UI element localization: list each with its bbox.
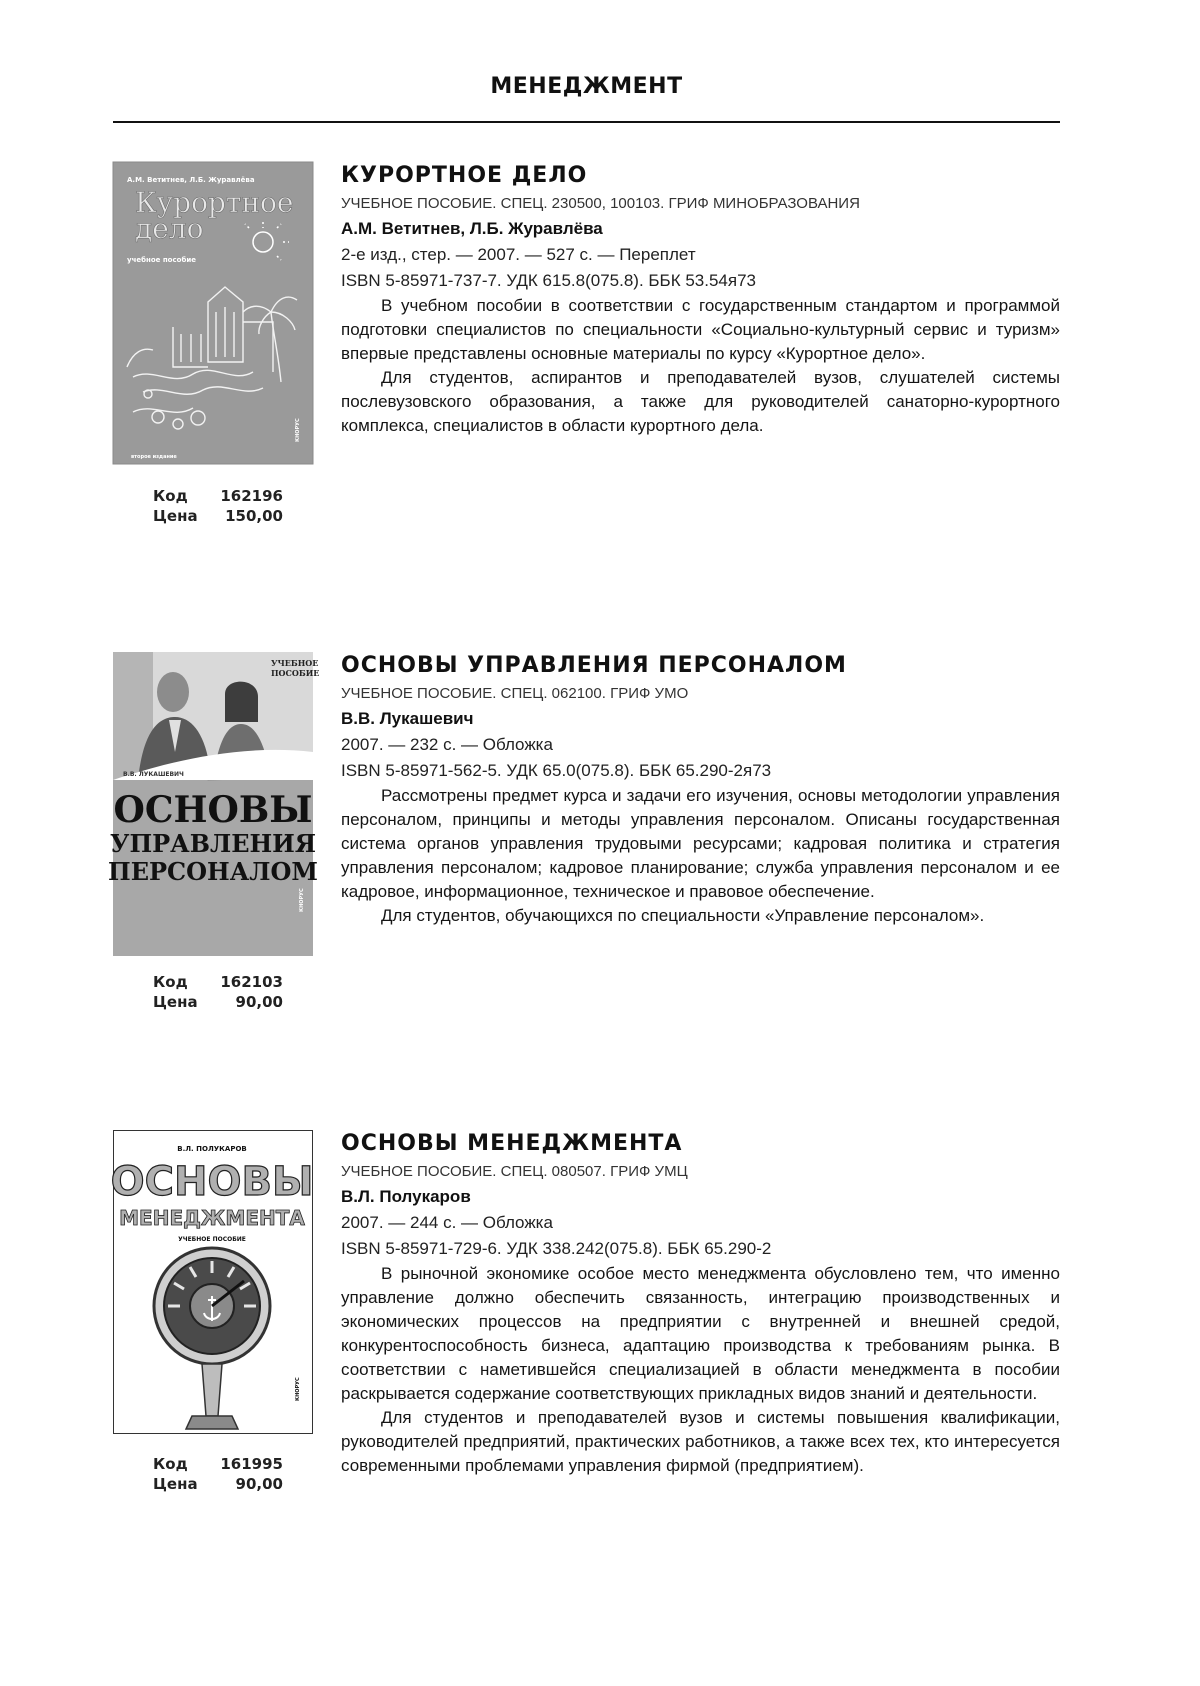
book-authors: В.В. Лукашевич	[341, 709, 474, 728]
price-value: 150,00	[225, 507, 283, 525]
price-value: 90,00	[235, 1475, 283, 1493]
cover-author: В.Л. ПОЛУКАРОВ	[177, 1145, 247, 1153]
book-title: КУРОРТНОЕ ДЕЛО	[341, 163, 588, 188]
book-subtitle: УЧЕБНОЕ ПОСОБИЕ. СПЕЦ. 230500, 100103. ГРИФ МИНОБРАЗОВАНИЯ	[341, 195, 860, 212]
code-value: 161995	[220, 1455, 283, 1473]
page-section-title: МЕНЕДЖМЕНТ	[490, 74, 683, 99]
book-authors: А.М. Ветитнев, Л.Б. Журавлёва	[341, 219, 603, 238]
book-edition: 2007. — 244 с. — Обложка	[341, 1213, 553, 1232]
book-meta	[153, 486, 313, 526]
price-value: 90,00	[235, 993, 283, 1011]
cover-series-line2: ПОСОБИЕ	[271, 668, 320, 678]
cover-title-line1: ОСНОВЫ	[110, 1159, 314, 1205]
book-audience-paragraph: Для студентов и преподавателей вузов и системы повышения квалификации, руководителей предприятий, практических работников, а также всех тех, кто интересуется современными проблемами управления фирмой (предприятием).	[341, 1408, 1060, 1475]
book-title: ОСНОВЫ УПРАВЛЕНИЯ ПЕРСОНАЛОМ	[341, 653, 847, 678]
cover-publisher: КНОРУС	[295, 1377, 301, 1401]
book-isbn: ISBN 5-85971-729-6. УДК 338.242(075.8). ББК 65.290-2	[341, 1239, 772, 1258]
price-label: Цена	[153, 993, 198, 1011]
code-value: 162103	[220, 973, 283, 991]
book-edition: 2007. — 232 с. — Обложка	[341, 735, 553, 754]
cover-title-line2: дело	[135, 212, 204, 245]
cover-illustration-resort	[113, 162, 313, 464]
book-meta	[153, 972, 313, 1012]
cover-author: В.В. ЛУКАШЕВИЧ	[123, 771, 184, 778]
code-label: Код	[153, 973, 188, 991]
code-label: Код	[153, 487, 188, 505]
cover-publisher: КНОРУС	[295, 418, 301, 442]
cover-series: УЧЕБНОЕ ПОСОБИЕ	[178, 1236, 246, 1243]
cover-series: учебное пособие	[127, 256, 196, 264]
book-subtitle: УЧЕБНОЕ ПОСОБИЕ. СПЕЦ. 080507. ГРИФ УМЦ	[341, 1163, 688, 1180]
cover-authors: А.М. Ветитнев, Л.Б. Журавлёва	[127, 176, 255, 184]
book-description-paragraph: В учебном пособии в соответствии с государственным стандартом и программой подготовки специалистов по специальности «Социально-культурный сервис и туризм» впервые представлены основные материалы по курсу «Курортное дело».	[341, 296, 1060, 363]
book-info	[341, 162, 1060, 438]
cover-edition-note: второе издание	[131, 454, 177, 460]
book-isbn: ISBN 5-85971-562-5. УДК 65.0(075.8). ББК 65.290-2я73	[341, 761, 772, 780]
book-cover-kurortnoe-delo	[113, 162, 313, 464]
cover-title-line1: Курортное	[135, 186, 294, 219]
book-authors: В.Л. Полукаров	[341, 1187, 471, 1206]
cover-title-line3: ПЕРСОНАЛОМ	[108, 857, 318, 886]
cover-series-line1: УЧЕБНОЕ	[271, 658, 319, 668]
book-audience-paragraph: Для студентов, обучающихся по специальности «Управление персоналом».	[381, 906, 985, 925]
cover-publisher: КНОРУС	[299, 888, 305, 912]
book-audience-paragraph: Для студентов, аспирантов и преподавателей вузов, слушателей системы послевузовского образования, а также для руководителей санаторно-курортного комплекса, специалистов в области курортного дела.	[341, 368, 1060, 435]
book-description-paragraph: В рыночной экономике особое место менеджмента обусловлено тем, что именно управление должно обеспечить связанность, интеграцию производственных и экономических процессов на предприятии с внутренней и внешней средой, конкурентоспособность бизнеса, адаптацию производства к требованиям рынка. В соответствии с наметившейся специализацией в области менеджмента в пособии раскрывается содержание соответствующих прикладных видов знаний и деятельности.	[341, 1264, 1060, 1403]
price-label: Цена	[153, 507, 198, 525]
cover-title-line2: УПРАВЛЕНИЯ	[109, 829, 317, 858]
book-edition: 2-е изд., стер. — 2007. — 527 с. — Переплет	[341, 245, 696, 264]
price-label: Цена	[153, 1475, 198, 1493]
cover-title-line2: МЕНЕДЖМЕНТА	[119, 1206, 305, 1230]
book-info	[341, 652, 1060, 928]
code-label: Код	[153, 1455, 188, 1473]
book-info	[341, 1130, 1060, 1478]
code-value: 162196	[220, 487, 283, 505]
book-cover-osnovy-menedzhmenta	[110, 1130, 314, 1434]
book-subtitle: УЧЕБНОЕ ПОСОБИЕ. СПЕЦ. 062100. ГРИФ УМО	[341, 685, 689, 702]
cover-title-line1: ОСНОВЫ	[113, 789, 313, 831]
book-description-paragraph: Рассмотрены предмет курса и задачи его изучения, основы методологии управления персоналом, принципы и методы управления персоналом. Описаны государственная система органов управления трудовыми ресурсами; кадровая политика и стратегия управления персоналом; кадровое планирование; служба управления персоналом и ее кадровое, информационное, техническое и правовое обеспечение.	[341, 786, 1060, 901]
cover-illustration-telegraph	[110, 1131, 314, 1432]
book-title: ОСНОВЫ МЕНЕДЖМЕНТА	[341, 1131, 683, 1156]
cover-illustration-office	[108, 652, 320, 956]
header-divider	[113, 121, 1060, 123]
book-meta	[153, 1454, 313, 1494]
book-isbn: ISBN 5-85971-737-7. УДК 615.8(075.8). ББК 53.54я73	[341, 271, 756, 290]
book-cover-osnovy-upravleniya-personalom	[108, 652, 320, 956]
